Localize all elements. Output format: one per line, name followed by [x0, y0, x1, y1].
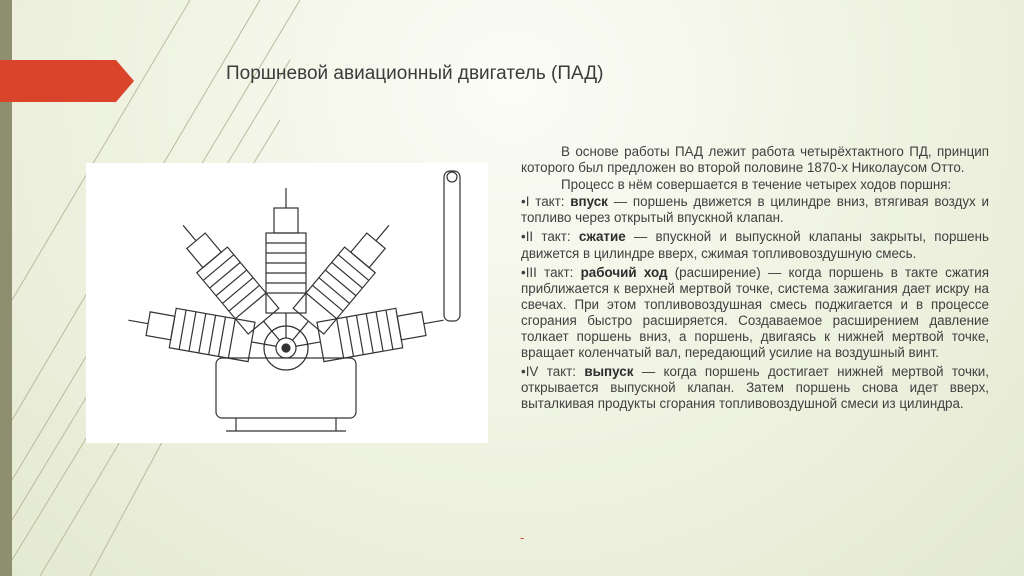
- engine-image: [86, 163, 488, 443]
- stroke-prefix: •IV такт:: [521, 364, 585, 380]
- stroke-item-2: [521, 229, 989, 261]
- stroke-description: (расширение) — когда поршень в такте сжатия приближается к верхней мертвой точке, система зажигания дает искру на свечах. При этом топливовоздушная смесь поджигается и в процессе сгорания быстро расширяется. Создаваемое расширением давление толкает поршень вниз, а поршень, двигаясь к нижней мертвой точке, вращает коленчатый вал, передающий усилие на воздушный винт.: [521, 264, 989, 361]
- radial-engine-drawing: [86, 163, 488, 443]
- stroke-name: выпуск: [584, 364, 634, 380]
- stroke-description: — поршень движется в цилиндре вниз, втягивая воздух и топливо через открытый впускной клапан.: [521, 194, 989, 226]
- stroke-item-1: [521, 194, 989, 226]
- trailing-mark: -: [520, 530, 525, 545]
- stroke-item-3: [521, 265, 989, 362]
- body-text: [521, 144, 989, 416]
- slide-title: Поршневой авиационный двигатель (ПАД): [226, 63, 604, 84]
- stroke-description: — когда поршень достигает нижней мертвой точки, открывается выпускной клапан. Затем поршень снова идет вверх, выталкивая продукты сгорания топливовоздушной смеси из цилиндра.: [521, 364, 989, 412]
- intro-paragraph-2: Процесс в нём совершается в течение четырех ходов поршня:: [561, 177, 952, 193]
- stroke-name: рабочий ход: [580, 264, 668, 280]
- stroke-prefix: •II такт:: [521, 229, 579, 245]
- stroke-name: впуск: [570, 194, 608, 210]
- stroke-prefix: •I такт:: [521, 194, 571, 210]
- title-arrow-shape: [0, 60, 134, 102]
- stroke-item-4: [521, 364, 989, 412]
- stroke-description: — впускной и выпускной клапаны закрыты, поршень движется в цилиндре вверх, сжимая топливовоздушную смесь.: [521, 229, 989, 261]
- stroke-prefix: •III такт:: [521, 264, 581, 280]
- intro-paragraph-1: В основе работы ПАД лежит работа четырёхтактного ПД, принцип которого был предложен во второй половине 1870-х Николаусом Отто.: [521, 144, 989, 176]
- stroke-name: сжатие: [578, 229, 626, 245]
